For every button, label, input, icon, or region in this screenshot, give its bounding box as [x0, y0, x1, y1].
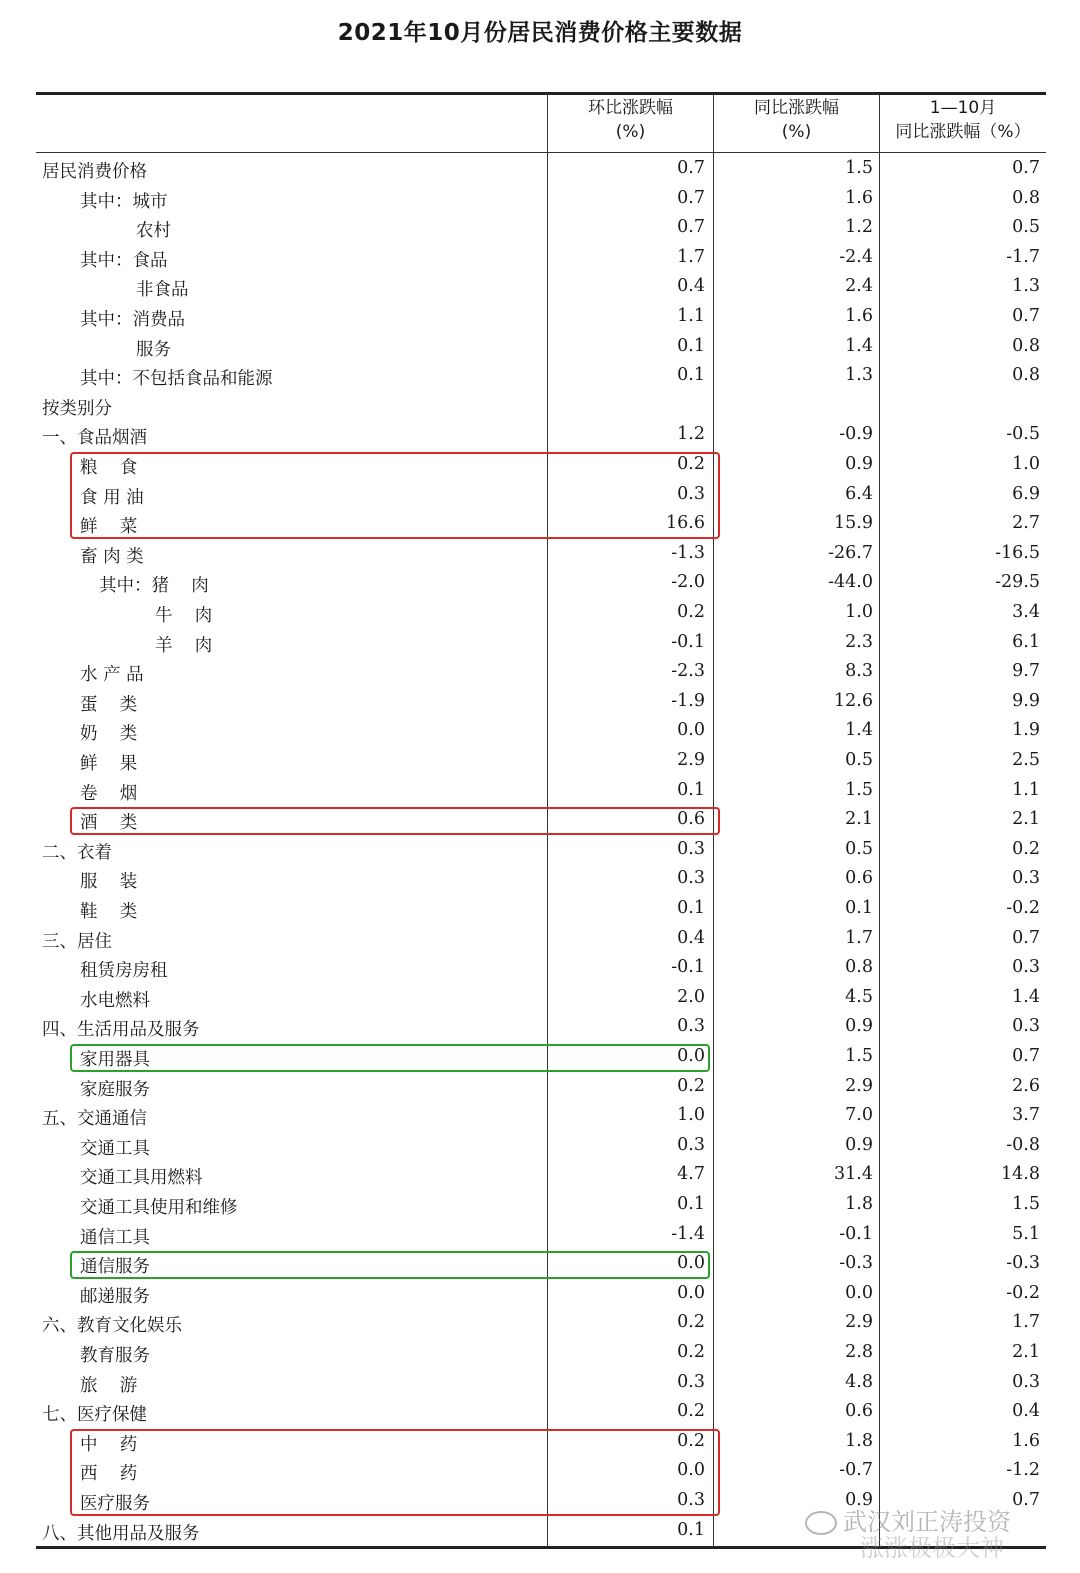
row-label: 交通工具用燃料: [80, 1168, 203, 1189]
cell-mom: -1.4: [671, 1223, 705, 1244]
table-row: [0, 420, 1080, 450]
cell-yoy: -44.0: [828, 572, 873, 593]
row-label: 五、交通通信: [42, 1109, 147, 1130]
cell-yoy: -0.7: [839, 1460, 873, 1481]
cell-mom: 0.0: [677, 1460, 705, 1481]
cell-yoy: 0.0: [845, 1282, 873, 1303]
row-label: 交通工具: [80, 1138, 150, 1159]
cell-ytd: 1.7: [1012, 1312, 1040, 1333]
table-row: [0, 776, 1080, 806]
cell-ytd: 1.5: [1012, 1194, 1040, 1214]
cell-yoy: 1.5: [845, 779, 873, 800]
row-label: 二、衣着: [42, 842, 112, 863]
row-label: 其中：消费品: [80, 310, 185, 330]
cell-mom: 0.2: [677, 1342, 705, 1362]
cell-yoy: 1.6: [845, 187, 873, 208]
cell-mom: 0.1: [677, 779, 705, 800]
watermark-line2: 涨涨极极大神: [860, 1534, 1004, 1562]
cell-ytd: 5.1: [1012, 1223, 1040, 1244]
cell-ytd: 1.4: [1012, 986, 1040, 1007]
row-label: 按类别分: [42, 398, 112, 419]
table-row: [0, 1131, 1080, 1161]
cell-yoy: 1.7: [845, 927, 873, 948]
cell-ytd: -0.8: [1006, 1134, 1040, 1155]
table-row: [0, 894, 1080, 924]
row-label: 非食品: [136, 280, 189, 301]
row-label: 一、食品烟酒: [42, 428, 147, 449]
cell-ytd: 0.4: [1012, 1401, 1040, 1422]
cell-yoy: 0.9: [845, 1134, 873, 1155]
cell-yoy: 0.9: [845, 1016, 873, 1037]
cell-mom: 0.7: [677, 158, 705, 178]
cell-mom: -1.9: [671, 690, 705, 711]
table-row: [0, 983, 1080, 1013]
table-row: [0, 1308, 1080, 1338]
cell-ytd: -0.5: [1006, 424, 1040, 445]
row-label: 蛋 类: [80, 694, 138, 715]
cell-mom: 0.7: [677, 187, 705, 208]
cell-yoy: -0.9: [839, 424, 873, 445]
cell-ytd: -29.5: [995, 572, 1040, 593]
row-label: 鲜 菜: [80, 517, 138, 538]
cell-mom: -1.3: [671, 542, 705, 563]
table-row: [0, 864, 1080, 894]
cell-ytd: -0.2: [1006, 898, 1040, 918]
table-row: [0, 1338, 1080, 1368]
row-label: 居民消费价格: [42, 162, 147, 182]
table-row: [0, 1220, 1080, 1250]
cell-mom: 4.7: [677, 1164, 705, 1185]
cell-mom: 0.3: [677, 483, 705, 504]
cell-yoy: 0.1: [845, 898, 873, 918]
row-label: 鞋 类: [80, 902, 138, 922]
cell-ytd: 0.3: [1012, 868, 1040, 889]
cell-ytd: 1.9: [1012, 720, 1040, 741]
cell-yoy: 4.8: [845, 1371, 873, 1392]
table-row: [0, 1101, 1080, 1131]
row-label: 通信服务: [80, 1257, 150, 1278]
cell-mom: 0.3: [677, 838, 705, 859]
cell-yoy: -0.1: [839, 1223, 873, 1244]
cell-yoy: 1.5: [845, 158, 873, 178]
table-row: [0, 1279, 1080, 1309]
cell-mom: 0.6: [677, 809, 705, 830]
cell-ytd: 0.7: [1012, 1490, 1040, 1510]
row-label: 八、其他用品及服务: [42, 1523, 200, 1544]
cell-ytd: -16.5: [995, 542, 1040, 563]
table-row: [0, 1012, 1080, 1042]
cell-ytd: 0.7: [1012, 306, 1040, 326]
table-row: [0, 1368, 1080, 1398]
cell-mom: -0.1: [671, 631, 705, 652]
cell-ytd: 0.5: [1012, 217, 1040, 238]
cell-mom: 0.4: [677, 927, 705, 948]
row-label: 西 药: [80, 1464, 138, 1485]
row-label: 粮 食: [80, 458, 138, 478]
cell-ytd: -0.3: [1006, 1253, 1040, 1274]
cell-mom: 0.3: [677, 1371, 705, 1392]
cell-ytd: 9.9: [1012, 690, 1040, 711]
header-yoy: 同比涨跌幅 (%): [754, 98, 839, 142]
cell-yoy: 2.1: [845, 809, 873, 830]
cell-ytd: -1.2: [1006, 1460, 1040, 1481]
table-top-rule: [36, 92, 1046, 95]
row-label: 其中：猪 肉: [99, 576, 209, 597]
table-row: [0, 213, 1080, 243]
cell-mom: 1.7: [677, 246, 705, 267]
cell-mom: 0.2: [677, 454, 705, 474]
cell-yoy: 0.8: [845, 957, 873, 978]
row-label: 食 用 油: [80, 487, 144, 508]
highlight-box-green: [70, 1251, 710, 1279]
highlight-box-red: [70, 807, 720, 835]
cell-mom: 0.3: [677, 1134, 705, 1155]
cell-mom: 0.1: [677, 1519, 705, 1540]
cell-mom: 0.0: [677, 1046, 705, 1066]
cell-yoy: 1.6: [845, 306, 873, 326]
cell-yoy: 0.9: [845, 454, 873, 474]
cell-mom: 0.1: [677, 898, 705, 918]
cell-yoy: 0.5: [845, 750, 873, 770]
cell-ytd: 2.1: [1012, 1342, 1040, 1362]
table-row: [0, 154, 1080, 184]
header-ytd: 1—10月 同比涨跌幅（%）: [895, 98, 1031, 142]
row-label: 服 装: [80, 872, 138, 893]
row-label: 水电燃料: [80, 990, 150, 1011]
header-mom: 环比涨跌幅 (%): [588, 98, 673, 142]
cell-mom: 0.3: [677, 868, 705, 889]
cell-yoy: -2.4: [839, 246, 873, 267]
row-label: 邮递服务: [80, 1286, 150, 1307]
cell-yoy: 1.2: [845, 217, 873, 238]
table-row: [0, 1397, 1080, 1427]
row-label: 家用器具: [80, 1050, 150, 1070]
row-label: 牛 肉: [155, 606, 213, 626]
cell-ytd: 2.5: [1012, 750, 1040, 770]
cell-yoy: 2.9: [845, 1075, 873, 1096]
table-row: [0, 391, 1080, 421]
table-row: [0, 687, 1080, 717]
row-label: 酒 类: [80, 813, 138, 834]
cell-mom: 0.2: [677, 1430, 705, 1451]
table-row: [0, 361, 1080, 391]
cell-yoy: 1.5: [845, 1046, 873, 1066]
cell-mom: -2.3: [671, 661, 705, 682]
cell-yoy: 1.8: [845, 1194, 873, 1214]
cell-ytd: 1.1: [1012, 779, 1040, 800]
row-label: 租赁房房租: [80, 961, 168, 982]
cell-mom: 0.3: [677, 1490, 705, 1510]
cell-mom: -2.0: [671, 572, 705, 593]
row-label: 农村: [136, 221, 171, 242]
cell-ytd: 3.4: [1012, 602, 1040, 622]
table-header-rule: [36, 152, 1046, 153]
table-row: [0, 924, 1080, 954]
table-row: [0, 1160, 1080, 1190]
cell-ytd: 0.7: [1012, 1046, 1040, 1066]
table-row: [0, 1072, 1080, 1102]
row-label: 四、生活用品及服务: [42, 1020, 200, 1041]
cell-yoy: 0.5: [845, 838, 873, 859]
cell-mom: 1.1: [677, 306, 705, 326]
table-row: [0, 1190, 1080, 1220]
cell-ytd: 14.8: [1001, 1164, 1040, 1185]
cell-ytd: 0.3: [1012, 957, 1040, 978]
cell-ytd: 1.6: [1012, 1430, 1040, 1451]
table-row: [0, 568, 1080, 598]
cell-mom: 0.0: [677, 1282, 705, 1303]
row-label: 鲜 果: [80, 754, 138, 774]
table-row: [0, 835, 1080, 865]
row-label: 通信工具: [80, 1227, 150, 1248]
table-row: [0, 716, 1080, 746]
cell-ytd: 0.7: [1012, 927, 1040, 948]
cell-yoy: 2.3: [845, 631, 873, 652]
highlight-box-green: [70, 1044, 710, 1072]
table-row: [0, 332, 1080, 362]
cell-ytd: 9.7: [1012, 661, 1040, 682]
cell-yoy: -0.3: [839, 1253, 873, 1274]
cell-mom: 0.1: [677, 335, 705, 356]
cell-mom: 2.9: [677, 750, 705, 770]
table-row: [0, 302, 1080, 332]
cell-yoy: 2.8: [845, 1342, 873, 1362]
cell-ytd: 2.7: [1012, 513, 1040, 534]
cell-yoy: 0.9: [845, 1490, 873, 1510]
row-label: 畜 肉 类: [80, 546, 144, 567]
cell-ytd: 0.3: [1012, 1371, 1040, 1392]
cell-mom: 0.1: [677, 365, 705, 386]
cell-ytd: 2.1: [1012, 809, 1040, 830]
cell-ytd: 1.0: [1012, 454, 1040, 474]
cell-yoy: 4.5: [845, 986, 873, 1007]
cell-mom: 2.0: [677, 986, 705, 1007]
row-label: 家庭服务: [80, 1079, 150, 1100]
cell-yoy: 7.0: [845, 1105, 873, 1126]
cell-mom: 0.2: [677, 1075, 705, 1096]
cell-mom: 1.2: [677, 424, 705, 445]
row-label: 旅 游: [80, 1375, 138, 1396]
row-label: 其中：不包括食品和能源: [80, 369, 273, 390]
table-row: [0, 657, 1080, 687]
row-label: 其中：食品: [80, 250, 168, 271]
cell-ytd: 0.8: [1012, 187, 1040, 208]
row-label: 羊 肉: [155, 635, 213, 656]
cell-ytd: 0.8: [1012, 335, 1040, 356]
table-row: [0, 272, 1080, 302]
cell-mom: 0.1: [677, 1194, 705, 1214]
wechat-icon: [805, 1511, 837, 1535]
row-label: 医疗服务: [80, 1494, 150, 1514]
cell-yoy: 12.6: [834, 690, 873, 711]
table-row: [0, 746, 1080, 776]
cell-mom: 0.2: [677, 1401, 705, 1422]
table-row: [0, 539, 1080, 569]
row-label: 交通工具使用和维修: [80, 1198, 238, 1218]
cell-mom: 1.0: [677, 1105, 705, 1126]
cell-mom: 0.3: [677, 1016, 705, 1037]
cell-yoy: 1.8: [845, 1430, 873, 1451]
cell-yoy: 1.0: [845, 602, 873, 622]
cell-ytd: 6.9: [1012, 483, 1040, 504]
cell-yoy: 0.6: [845, 868, 873, 889]
cell-ytd: -1.7: [1006, 246, 1040, 267]
table-row: [0, 184, 1080, 214]
page-title: 2021年10月份居民消费价格主要数据: [337, 20, 743, 46]
table-row: [0, 243, 1080, 273]
row-label: 奶 类: [80, 724, 138, 745]
cell-yoy: 2.4: [845, 276, 873, 297]
cell-mom: 0.0: [677, 720, 705, 741]
cell-mom: 0.7: [677, 217, 705, 238]
cell-yoy: 1.4: [845, 335, 873, 356]
highlight-box-red: [70, 452, 720, 539]
cell-yoy: -26.7: [828, 542, 873, 563]
highlight-box-red: [70, 1429, 720, 1516]
cell-ytd: 0.7: [1012, 158, 1040, 178]
cell-ytd: -0.2: [1006, 1282, 1040, 1303]
row-label: 七、医疗保健: [42, 1405, 147, 1426]
cell-yoy: 8.3: [845, 661, 873, 682]
watermark-line1: 武汉刘正涛投资: [805, 1502, 1011, 1537]
row-label: 六、教育文化娱乐: [42, 1316, 182, 1337]
cell-yoy: 31.4: [834, 1164, 873, 1185]
cell-ytd: 0.2: [1012, 838, 1040, 859]
row-label: 中 药: [80, 1434, 138, 1455]
cell-ytd: 0.8: [1012, 365, 1040, 386]
cell-mom: -0.1: [671, 957, 705, 978]
cell-ytd: 1.3: [1012, 276, 1040, 297]
row-label: 水 产 品: [80, 665, 144, 686]
cell-yoy: 15.9: [834, 513, 873, 534]
cell-mom: 16.6: [666, 513, 705, 534]
row-label: 三、居住: [42, 931, 112, 952]
cell-ytd: 0.3: [1012, 1016, 1040, 1037]
table-row: [0, 598, 1080, 628]
cell-mom: 0.0: [677, 1253, 705, 1274]
row-label: 教育服务: [80, 1346, 150, 1366]
row-label: 服务: [136, 339, 171, 360]
cell-mom: 0.4: [677, 276, 705, 297]
cell-ytd: 3.7: [1012, 1105, 1040, 1126]
table-row: [0, 953, 1080, 983]
cell-yoy: 0.6: [845, 1401, 873, 1422]
cell-yoy: 1.4: [845, 720, 873, 741]
row-label: 卷 烟: [80, 783, 138, 804]
cell-yoy: 1.3: [845, 365, 873, 386]
cell-ytd: 6.1: [1012, 631, 1040, 652]
cell-mom: 0.2: [677, 602, 705, 622]
cell-yoy: 6.4: [845, 483, 873, 504]
cell-ytd: 2.6: [1012, 1075, 1040, 1096]
table-row: [0, 628, 1080, 658]
cell-mom: 0.2: [677, 1312, 705, 1333]
cell-yoy: 2.9: [845, 1312, 873, 1333]
row-label: 其中：城市: [80, 191, 168, 212]
